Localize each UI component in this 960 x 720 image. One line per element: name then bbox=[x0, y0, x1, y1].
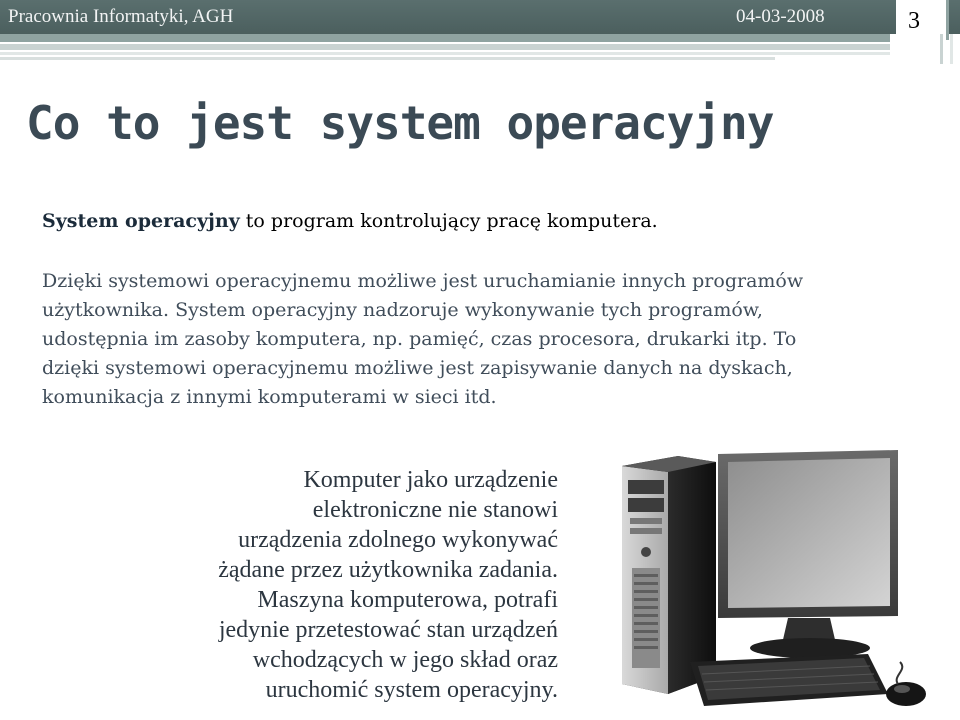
definition-text: to program kontrolujący pracę komputera. bbox=[239, 210, 658, 232]
header-rule bbox=[0, 34, 890, 42]
monitor bbox=[718, 450, 898, 658]
page-number: 3 bbox=[908, 8, 920, 34]
computer-image bbox=[608, 448, 940, 720]
caption-line: jedynie przetestować stan urządzeń bbox=[218, 617, 558, 643]
description-paragraph bbox=[42, 267, 922, 412]
caption-line: uruchomić system operacyjny. bbox=[265, 677, 558, 703]
paragraph-line: dzięki systemowi operacyjnemu możliwe jest zapisywanie danych na dyskach, bbox=[42, 357, 793, 379]
caption-line: urządzenia zdolnego wykonywać bbox=[238, 527, 558, 553]
header-vertical-rule bbox=[940, 34, 943, 64]
paragraph-line: użytkownika. System operacyjny nadzoruje wykonywanie tych programów, bbox=[42, 299, 763, 321]
paragraph-line: udostępnia im zasoby komputera, np. pamięć, czas procesora, drukarki itp. To bbox=[42, 328, 797, 350]
header-rule bbox=[0, 44, 890, 50]
page-title: Co to jest system operacyjny bbox=[26, 96, 774, 150]
caption-line: wchodzących w jego skład oraz bbox=[252, 647, 558, 673]
caption-line: Maszyna komputerowa, potrafi bbox=[257, 587, 558, 613]
computer-tower bbox=[622, 456, 716, 694]
header-date: 04-03-2008 bbox=[736, 6, 825, 27]
caption-line: żądane przez użytkownika zadania. bbox=[218, 557, 558, 583]
bold-term: System operacyjny bbox=[42, 210, 240, 232]
caption-line: Komputer jako urządzenie bbox=[303, 467, 558, 493]
caption-text bbox=[170, 465, 558, 705]
keyboard bbox=[690, 654, 888, 706]
header-rule bbox=[0, 52, 890, 55]
definition-paragraph bbox=[42, 210, 922, 232]
paragraph-line: komunikacja z innymi komputerami w sieci itd. bbox=[42, 386, 497, 408]
header-vertical-rule bbox=[950, 34, 953, 64]
header-rule bbox=[0, 57, 775, 60]
caption-line: elektroniczne nie stanowi bbox=[312, 497, 558, 523]
paragraph-line: Dzięki systemowi operacyjnemu możliwe jest uruchamianie innych programów bbox=[42, 270, 804, 292]
header-institution: Pracownia Informatyki, AGH bbox=[8, 6, 234, 27]
mouse bbox=[886, 662, 926, 706]
